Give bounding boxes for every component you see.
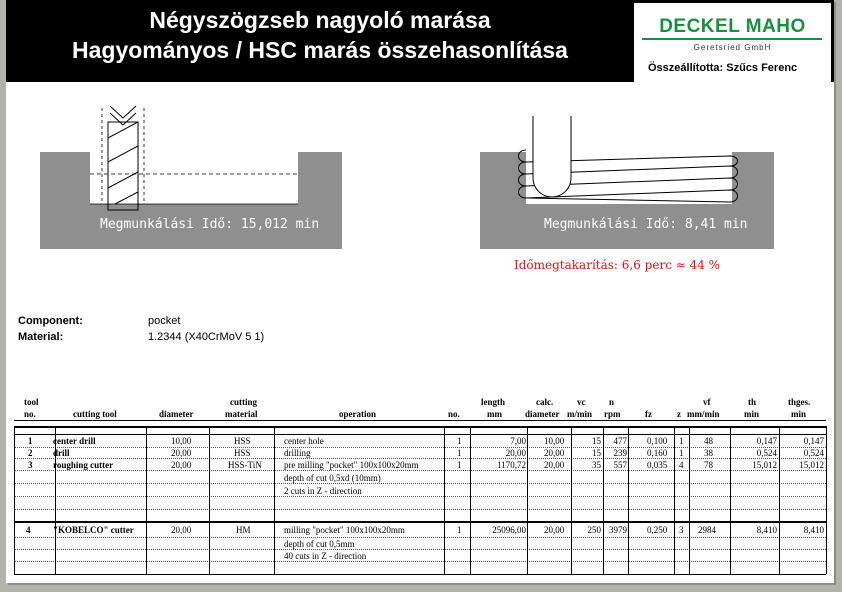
- header-cutting-material-1: cutting: [230, 397, 257, 407]
- cell-calc-diameter: 20,00: [544, 460, 565, 470]
- material-value: 1.2344 (X40CrMoV 5 1): [148, 331, 265, 343]
- cell-th: 0,524: [756, 448, 777, 458]
- cell-tool-no: 1: [28, 436, 33, 446]
- header-vf-unit: mm/min: [687, 409, 720, 419]
- header-n: n: [609, 397, 615, 407]
- cell-no: 1: [457, 460, 462, 470]
- cell-calc-diameter: 20,00: [544, 448, 565, 458]
- header-length-unit: mm: [487, 409, 502, 419]
- header-cutting-material-2: material: [225, 409, 258, 419]
- cell-n: 239: [613, 448, 627, 458]
- header-no: no.: [448, 409, 460, 419]
- cell-diameter: 20,00: [171, 525, 192, 535]
- header-bar: [6, 0, 834, 82]
- cell-fz: 0,250: [647, 525, 668, 535]
- cell-length: 7,00: [510, 436, 526, 446]
- cell-thges: 8,410: [803, 525, 824, 535]
- cell-length: 25096,00: [492, 525, 526, 535]
- header-vc: vc: [577, 397, 586, 407]
- material-label: Material:: [18, 331, 64, 343]
- header-calc-diameter: diameter: [525, 409, 560, 419]
- cell-z: 4: [679, 460, 684, 470]
- cell-operation-note: 40 cuts in Z - direction: [284, 551, 367, 561]
- cell-th: 15,012: [752, 460, 777, 470]
- cell-z: 1: [679, 436, 684, 446]
- cell-cutting-tool: "KOBELCO" cutter: [53, 525, 134, 535]
- cell-vc: 35: [592, 460, 601, 470]
- header-cutting-tool: cutting tool: [73, 409, 117, 419]
- logo-box: [634, 3, 831, 82]
- header-vc-unit: m/min: [567, 409, 593, 419]
- component-label: Component:: [18, 315, 83, 327]
- cell-cutting-tool: center drill: [53, 436, 96, 446]
- cell-th: 8,410: [756, 525, 777, 535]
- cell-tool-no: 2: [28, 448, 33, 458]
- header-thges: thges.: [788, 397, 811, 407]
- cell-material: HSS: [234, 448, 251, 458]
- header-n-unit: rpm: [604, 409, 621, 419]
- cell-calc-diameter: 20,00: [544, 525, 565, 535]
- cell-operation: center hole: [284, 436, 324, 446]
- cell-calc-diameter: 10,00: [544, 436, 565, 446]
- pocket-cavity: [90, 152, 298, 204]
- cell-diameter: 10,00: [171, 436, 192, 446]
- cell-operation-note: depth of cut 0,5xd (10mm): [284, 473, 381, 483]
- ball-end-mill-icon: [533, 116, 571, 197]
- cell-fz: 0,160: [647, 448, 668, 458]
- hsc-time-label: Megmunkálási Idő: 8,41 min: [544, 217, 748, 232]
- header-fz: fz: [645, 409, 652, 419]
- header-tool-no: no.: [24, 409, 36, 419]
- header-operation: operation: [339, 409, 376, 419]
- header-th-unit: min: [744, 409, 760, 419]
- cell-vc: 15: [592, 436, 601, 446]
- cell-z: 3: [679, 525, 684, 535]
- header-th: th: [748, 397, 757, 407]
- cell-no: 1: [457, 525, 462, 535]
- cell-vf: 2984: [698, 525, 716, 535]
- cell-thges: 0,147: [803, 436, 824, 446]
- author-label: Összeállította: Szűcs Ferenc: [648, 62, 798, 74]
- title-line-1: Négyszögzseb nagyoló marása: [149, 7, 491, 33]
- cell-material: HM: [236, 525, 251, 535]
- cell-z: 1: [679, 448, 684, 458]
- cell-operation-note: 2 cuts in Z - direction: [284, 486, 362, 496]
- cell-cutting-tool: drill: [53, 448, 70, 458]
- cell-vc: 250: [587, 525, 601, 535]
- cell-material: HSS-TiN: [228, 460, 262, 470]
- logo-rule: [642, 38, 822, 40]
- cell-tool-no: 4: [26, 525, 31, 535]
- header-length: length: [481, 397, 506, 407]
- cell-fz: 0,100: [647, 436, 668, 446]
- cell-vf: 38: [704, 448, 713, 458]
- component-value: pocket: [148, 315, 181, 327]
- cell-thges: 15,012: [799, 460, 824, 470]
- cell-vf: 48: [704, 436, 713, 446]
- cell-vc: 15: [592, 448, 601, 458]
- header-tool: tool: [24, 397, 39, 407]
- cell-operation: drilling: [284, 448, 311, 458]
- header-diameter: diameter: [159, 409, 194, 419]
- deckel-maho-logo: DECKEL MAHO: [659, 16, 806, 37]
- header-vf: vf: [703, 397, 711, 407]
- cell-length: 20,00: [505, 448, 526, 458]
- cell-n: 477: [613, 436, 627, 446]
- cell-vf: 78: [704, 460, 713, 470]
- time-saving-label: Időmegtakarítás: 6,6 perc ≈ 44 %: [514, 258, 721, 272]
- cell-no: 1: [457, 436, 462, 446]
- cell-cutting-tool: roughing cutter: [53, 460, 114, 470]
- cell-fz: 0,035: [647, 460, 668, 470]
- cell-operation-note: depth of cut 0,5mm: [284, 539, 355, 549]
- cell-n: 3979: [609, 525, 627, 535]
- title-line-2: Hagyományos / HSC marás összehasonlítása: [72, 37, 568, 63]
- conventional-time-label: Megmunkálási Idő: 15,012 min: [100, 217, 320, 232]
- document-sheet: [6, 0, 834, 583]
- cell-diameter: 20,00: [171, 448, 192, 458]
- cell-operation: pre milling "pocket" 100x100x20mm: [284, 460, 419, 470]
- header-thges-unit: min: [791, 409, 807, 419]
- cell-diameter: 20,00: [171, 460, 192, 470]
- cell-operation: milling "pocket" 100x100x20mm: [284, 525, 405, 535]
- cell-th: 0,147: [756, 436, 777, 446]
- cell-tool-no: 3: [28, 460, 33, 470]
- cell-n: 557: [613, 460, 627, 470]
- header-calc: calc.: [536, 397, 554, 407]
- cell-material: HSS: [234, 436, 251, 446]
- header-z: z: [677, 409, 681, 419]
- cell-thges: 0,524: [803, 448, 824, 458]
- logo-subtitle: Geretsried GmbH: [693, 43, 772, 52]
- cell-no: 1: [457, 448, 462, 458]
- cell-length: 1170,72: [497, 460, 526, 470]
